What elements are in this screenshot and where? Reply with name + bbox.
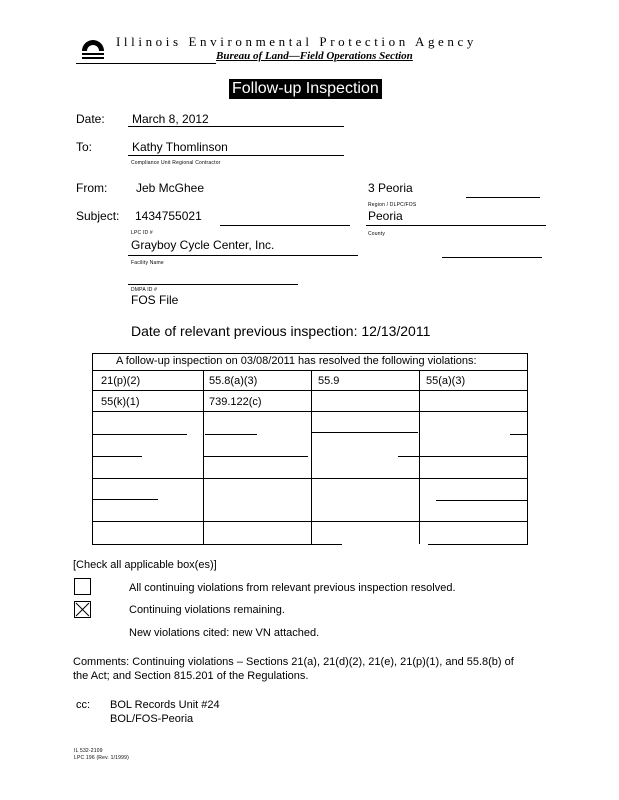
date-value: March 8, 2012 <box>132 112 209 126</box>
comments-line1: Comments: Continuing violations – Sections 21(a), 21(d)(2), 21(e), 21(p)(1), and 55.8(b) of <box>73 656 514 668</box>
cc-label: cc: <box>76 699 91 711</box>
from-label: From: <box>76 181 108 195</box>
violation-cell: 55.8(a)(3) <box>209 375 258 387</box>
cc-item: BOL/FOS-Peoria <box>110 713 194 725</box>
from-value: Jeb McGhee <box>136 181 205 195</box>
facility-caption: Facility Name <box>131 260 164 266</box>
resolved-checkbox[interactable] <box>74 578 91 595</box>
comments-line2: the Act; and Section 815.201 of the Regulations. <box>73 670 309 682</box>
continuing-label: Continuing violations remaining. <box>129 604 285 616</box>
county-caption: County <box>368 231 386 237</box>
agency-logo-icon <box>80 38 106 62</box>
violation-cell: 739.122(c) <box>209 396 262 408</box>
county-value: Peoria <box>368 209 403 223</box>
form-code: IL 532-2109 <box>74 748 103 754</box>
checkbox-heading: [Check all applicable box(es)] <box>73 559 217 571</box>
bureau-name: Bureau of Land—Field Operations Section <box>216 50 413 62</box>
check-x-icon <box>75 602 90 617</box>
to-label: To: <box>76 140 93 154</box>
cc-item: BOL Records Unit #24 <box>110 699 220 711</box>
file-value: FOS File <box>131 293 179 307</box>
subject-value: 1434755021 <box>135 209 202 223</box>
to-value: Kathy Thomlinson <box>132 140 228 154</box>
facility-value: Grayboy Cycle Center, Inc. <box>131 238 275 252</box>
region-value: 3 Peoria <box>368 181 413 195</box>
resolved-label: All continuing violations from relevant previous inspection resolved. <box>129 582 456 594</box>
page-title: Follow-up Inspection <box>229 79 382 99</box>
region-caption: Region / DLPC/FOS <box>368 202 417 208</box>
form-revision: LPC 196 (Rev. 1/1999) <box>74 755 129 761</box>
to-caption: Compliance Unit Regional Contractor <box>131 160 221 166</box>
new-violations-label: New violations cited: new VN attached. <box>129 627 320 639</box>
agency-logo <box>80 38 106 62</box>
violation-cell: 55.9 <box>318 375 340 387</box>
date-label: Date: <box>76 112 105 126</box>
lpc-caption: LPC ID # <box>131 230 153 236</box>
type-caption: DMPA ID # <box>131 287 158 293</box>
violations-header: A follow-up inspection on 03/08/2011 has resolved the following violations: <box>116 355 477 367</box>
violation-cell: 21(p)(2) <box>101 375 141 387</box>
violation-cell: 55(k)(1) <box>101 396 140 408</box>
continuing-checkbox[interactable] <box>74 601 91 618</box>
agency-name: Illinois Environmental Protection Agency <box>116 34 477 49</box>
violation-cell: 55(a)(3) <box>426 375 466 387</box>
prior-inspection: Date of relevant previous inspection: 12/13/2011 <box>131 323 431 339</box>
subject-label: Subject: <box>76 209 120 223</box>
